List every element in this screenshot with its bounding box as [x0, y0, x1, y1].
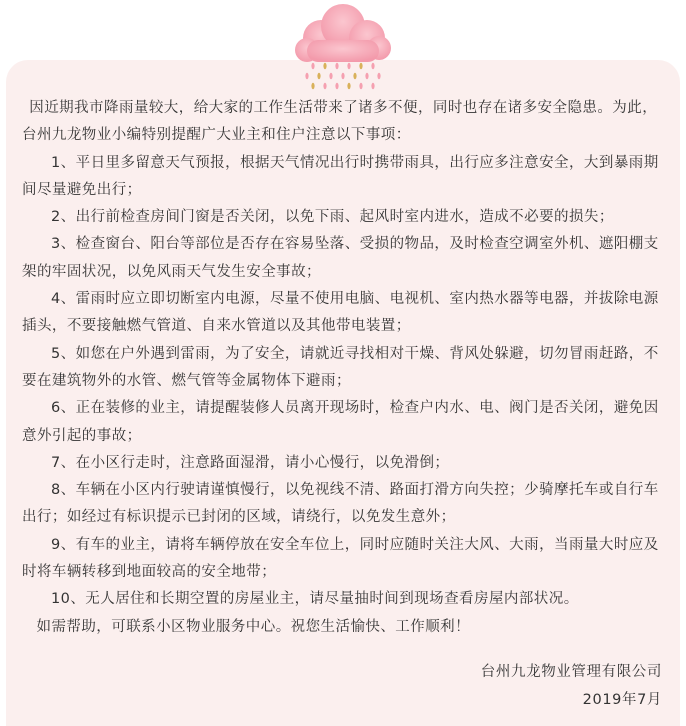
- raindrop: [359, 63, 362, 69]
- notice-item-2: 2、出行前检查房间门窗是否关闭，以免下雨、起风时室内进水，造成不必要的损失；: [51, 209, 614, 226]
- raindrop: [365, 73, 368, 79]
- raindrop: [341, 73, 344, 79]
- raindrop: [347, 83, 350, 89]
- notice-item-1: 1、平日里多留意天气预报，根据天气情况出行时携带雨具，出行应多注意安全，大到暴雨期间尽量避免出行；: [22, 154, 659, 198]
- raindrop: [347, 63, 350, 69]
- notice-item-9: 9、有车的业主，请将车辆停放在安全车位上，同时应随时关注大风、大雨，当雨量大时应及时将车辆转移到地面较高的安全地带；: [22, 536, 659, 581]
- raindrop: [329, 73, 332, 79]
- notice-item-8: 8、车辆在小区内行驶请谨慎慢行，以免视线不清、路面打滑方向失控；少骑摩托车或自行车出行；如经过有标识提示已封闭的区域，请绕行，以免发生意外；: [22, 482, 659, 526]
- notice-intro: 因近期我市降雨量较大，给大家的工作生活带来了诸多不便，同时也存在诸多安全隐患。为此，台州九龙物业小编特别提醒广大业主和住户注意以下事项：: [22, 100, 658, 144]
- raindrop: [371, 83, 374, 89]
- notice-body: [22, 95, 666, 641]
- raindrop: [305, 73, 308, 79]
- signature-date: 2019年7月: [582, 692, 662, 708]
- raindrop: [353, 73, 356, 79]
- raindrop: [311, 83, 314, 89]
- notice-closing: 如需帮助，可联系小区物业服务中心。祝您生活愉快、工作顺利！: [36, 618, 471, 635]
- notice-item-6: 6、正在装修的业主，请提醒装修人员离开现场时，检查户内水、电、阀门是否关闭，避免因意外引起的事故；: [22, 400, 659, 444]
- raindrop: [335, 63, 338, 69]
- signature-block: [481, 658, 662, 714]
- notice-item-10: 10、无人居住和长期空置的房屋业主，请尽量抽时间到现场查看房屋内部状况。: [51, 591, 579, 608]
- notice-item-4: 4、雷雨时应立即切断室内电源，尽量不使用电脑、电视机、室内热水器等电器，并拔除电源插头，不要接触燃气管道、自来水管道以及其他带电装置；: [22, 291, 659, 335]
- raindrop: [377, 73, 380, 79]
- notice-item-3: 3、检查窗台、阳台等部位是否存在容易坠落、受损的物品，及时检查空调室外机、遮阳棚支架的牢固状况，以免风雨天气发生安全事故；: [22, 236, 659, 280]
- notice-item-7: 7、在小区行走时，注意路面湿滑，请小心慢行，以免滑倒；: [51, 454, 450, 471]
- raindrop: [359, 83, 362, 89]
- notice-item-5: 5、如您在户外遇到雷雨，为了安全，请就近寻找相对干燥、背风处躲避，切勿冒雨赶路，不要在建筑物外的水管、燃气管等金属物体下避雨；: [22, 345, 659, 389]
- rain-cloud-icon: [291, 0, 395, 96]
- raindrop: [317, 73, 320, 79]
- raindrop: [323, 63, 326, 69]
- raindrop: [323, 83, 326, 89]
- raindrop: [335, 83, 338, 89]
- raindrop: [311, 63, 314, 69]
- signature-company: 台州九龙物业管理有限公司: [480, 664, 662, 680]
- raindrop: [371, 63, 374, 69]
